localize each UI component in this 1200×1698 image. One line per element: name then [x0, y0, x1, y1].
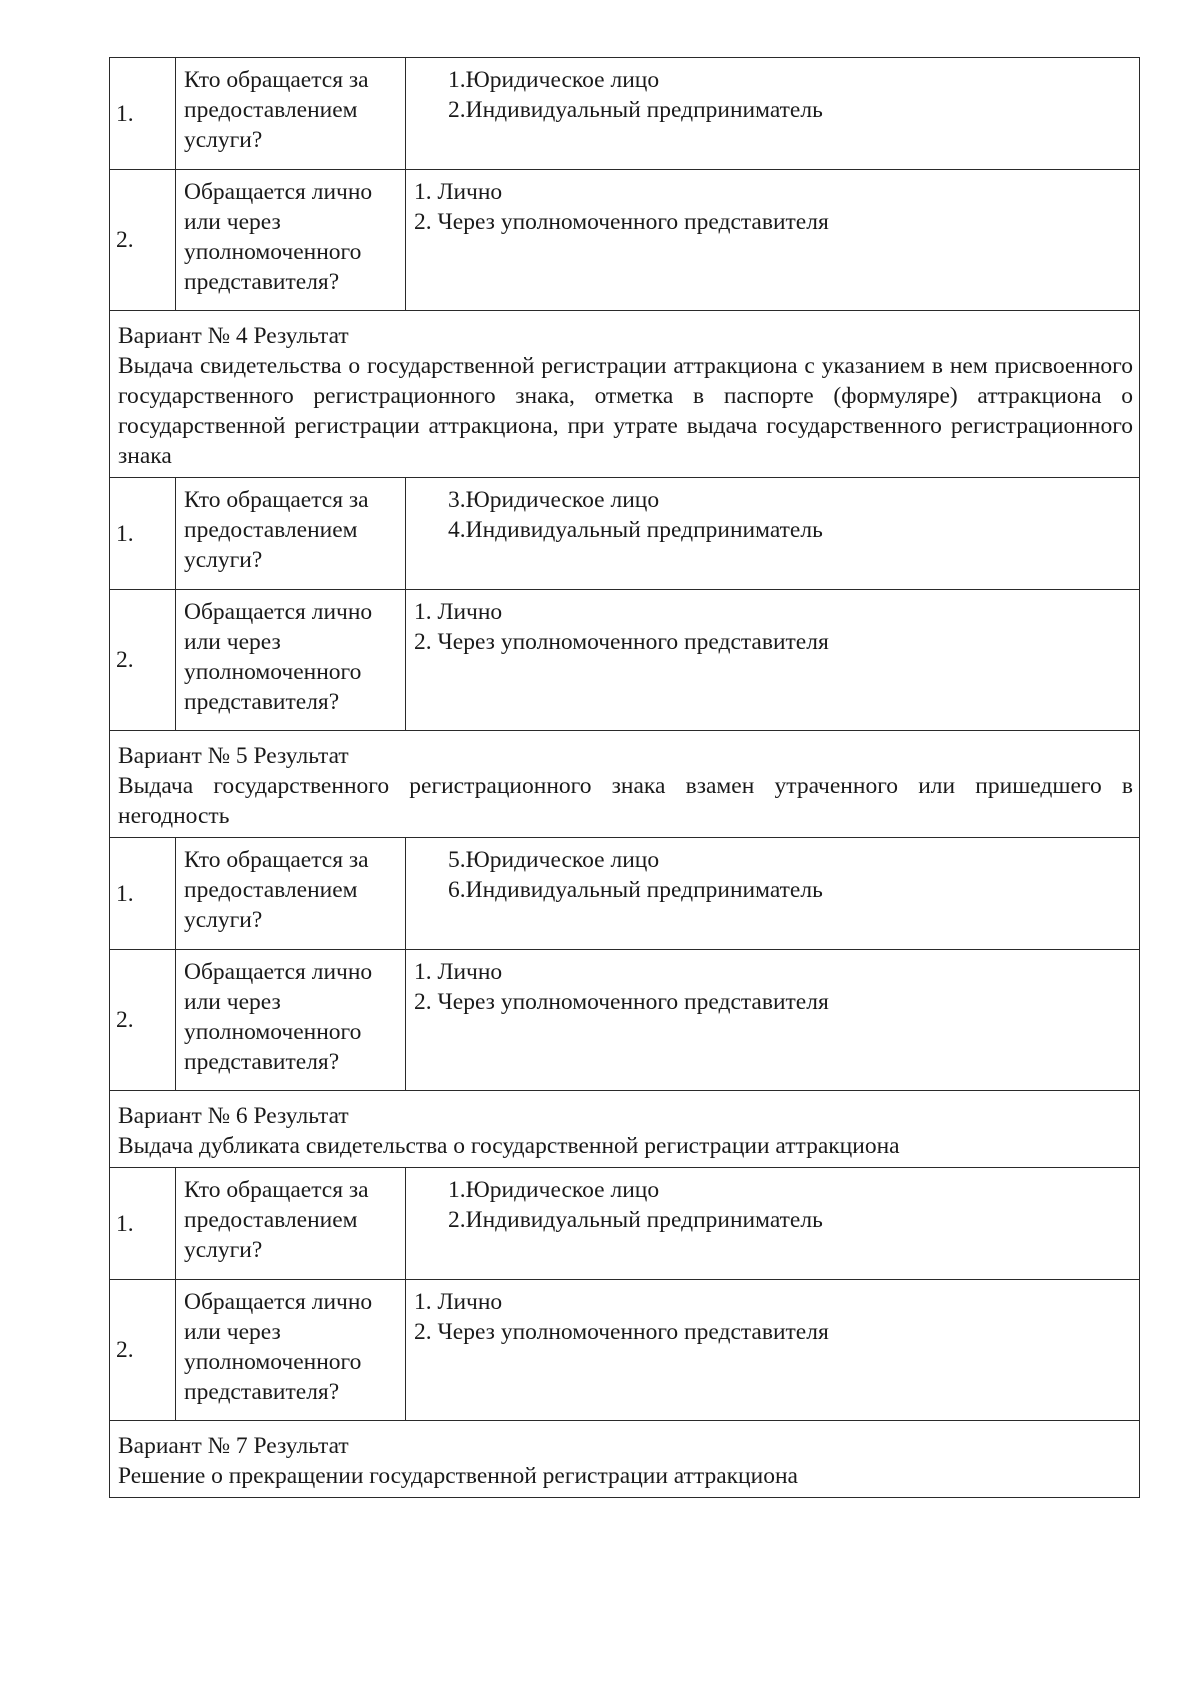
- answer-cell: [406, 170, 1140, 311]
- answer-line: 6.Индивидуальный предприниматель: [448, 877, 823, 903]
- row-number: 2.: [110, 1280, 176, 1421]
- question-line: Обращается лично: [184, 179, 373, 205]
- variant-row: [110, 1091, 1140, 1168]
- table-row: [110, 950, 1140, 1091]
- variant-result-text: Выдача свидетельства о государственной регистрации аттракциона с указанием в нем присвоенного государственного регистрационного знака, отметка в паспорте (формуляре) аттракциона о государственной регистрации аттракциона, при утрате выдача государственного регистрационного знака: [118, 353, 1133, 469]
- question-line: или через: [184, 629, 281, 655]
- table-row: [110, 590, 1140, 731]
- answer-line: 3.Юридическое лицо: [448, 487, 660, 513]
- question-line: представителя?: [184, 689, 340, 715]
- question-line: уполномоченного: [184, 1019, 362, 1045]
- question-cell: [176, 1280, 406, 1421]
- question-line: услуги?: [184, 547, 263, 573]
- question-line: услуги?: [184, 907, 263, 933]
- question-line: Кто обращается за: [184, 487, 369, 513]
- variant-cell: [110, 1091, 1140, 1168]
- question-line: или через: [184, 1319, 281, 1345]
- answer-line: 1. Лично: [414, 1289, 503, 1315]
- variant-row: [110, 731, 1140, 838]
- table-row: [110, 170, 1140, 311]
- question-cell: [176, 590, 406, 731]
- answer-line: 2. Через уполномоченного представителя: [414, 1319, 829, 1345]
- answer-line: 1.Юридическое лицо: [448, 67, 660, 93]
- answer-cell: [406, 1168, 1140, 1280]
- answer-cell: [406, 590, 1140, 731]
- variant-title: Вариант № 5 Результат: [118, 743, 349, 769]
- variant-cell: [110, 311, 1140, 478]
- answer-cell: [406, 1280, 1140, 1421]
- question-line: услуги?: [184, 127, 263, 153]
- answer-line: 2.Индивидуальный предприниматель: [448, 1207, 823, 1233]
- document-page: [109, 57, 1139, 1498]
- variant-cell: [110, 731, 1140, 838]
- answer-line: 4.Индивидуальный предприниматель: [448, 517, 823, 543]
- question-cell: [176, 478, 406, 590]
- variant-result-text: Выдача государственного регистрационного знака взамен утраченного или пришедшего в негодность: [118, 773, 1133, 829]
- row-number: 1.: [110, 1168, 176, 1280]
- question-cell: [176, 58, 406, 170]
- variant-result-text: Выдача дубликата свидетельства о государственной регистрации аттракциона: [118, 1133, 900, 1159]
- variant-row: [110, 1421, 1140, 1498]
- variant-title: Вариант № 7 Результат: [118, 1433, 349, 1459]
- answer-line: 1. Лично: [414, 959, 503, 985]
- answer-line: 2. Через уполномоченного представителя: [414, 209, 829, 235]
- answer-line: 1. Лично: [414, 179, 503, 205]
- question-line: уполномоченного: [184, 1349, 362, 1375]
- question-line: предоставлением: [184, 97, 358, 123]
- row-number: 2.: [110, 950, 176, 1091]
- question-line: предоставлением: [184, 877, 358, 903]
- table-row: [110, 478, 1140, 590]
- question-line: услуги?: [184, 1237, 263, 1263]
- table-row: [110, 1168, 1140, 1280]
- question-cell: [176, 170, 406, 311]
- question-line: уполномоченного: [184, 239, 362, 265]
- variant-result-text: Решение о прекращении государственной регистрации аттракциона: [118, 1463, 798, 1489]
- question-line: Кто обращается за: [184, 1177, 369, 1203]
- row-number: 2.: [110, 170, 176, 311]
- variant-row: [110, 311, 1140, 478]
- answer-line: 1.Юридическое лицо: [448, 1177, 660, 1203]
- question-line: предоставлением: [184, 1207, 358, 1233]
- table-row: [110, 58, 1140, 170]
- question-line: Обращается лично: [184, 1289, 373, 1315]
- question-cell: [176, 838, 406, 950]
- variant-title: Вариант № 4 Результат: [118, 323, 349, 349]
- question-line: представителя?: [184, 269, 340, 295]
- question-line: предоставлением: [184, 517, 358, 543]
- row-number: 1.: [110, 478, 176, 590]
- question-line: уполномоченного: [184, 659, 362, 685]
- answer-line: 2.Индивидуальный предприниматель: [448, 97, 823, 123]
- question-line: представителя?: [184, 1049, 340, 1075]
- row-number: 2.: [110, 590, 176, 731]
- question-line: Обращается лично: [184, 599, 373, 625]
- answer-line: 2. Через уполномоченного представителя: [414, 629, 829, 655]
- answer-line: 5.Юридическое лицо: [448, 847, 660, 873]
- row-number: 1.: [110, 838, 176, 950]
- answer-cell: [406, 838, 1140, 950]
- answer-cell: [406, 950, 1140, 1091]
- answer-line: 2. Через уполномоченного представителя: [414, 989, 829, 1015]
- service-variants-table: [109, 57, 1140, 1498]
- question-cell: [176, 950, 406, 1091]
- variant-title: Вариант № 6 Результат: [118, 1103, 349, 1129]
- answer-cell: [406, 58, 1140, 170]
- row-number: 1.: [110, 58, 176, 170]
- variant-cell: [110, 1421, 1140, 1498]
- question-line: или через: [184, 209, 281, 235]
- question-line: или через: [184, 989, 281, 1015]
- table-row: [110, 838, 1140, 950]
- question-line: Обращается лично: [184, 959, 373, 985]
- question-line: представителя?: [184, 1379, 340, 1405]
- question-line: Кто обращается за: [184, 847, 369, 873]
- table-row: [110, 1280, 1140, 1421]
- question-line: Кто обращается за: [184, 67, 369, 93]
- answer-line: 1. Лично: [414, 599, 503, 625]
- question-cell: [176, 1168, 406, 1280]
- answer-cell: [406, 478, 1140, 590]
